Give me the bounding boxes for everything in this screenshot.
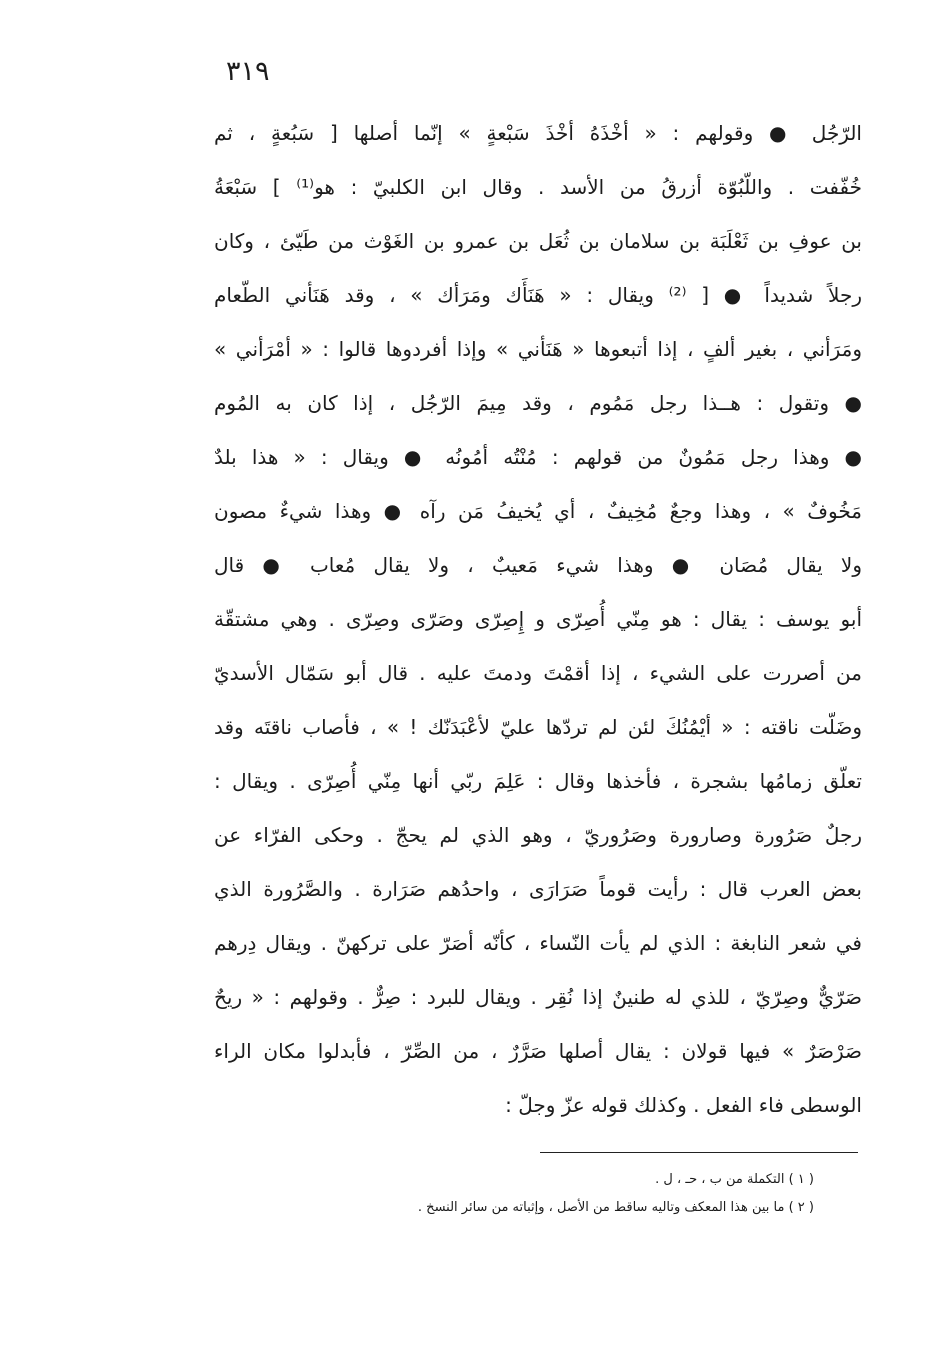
text-line: ● وهذا رجل مَمُونٌ من قولهم : مُنْتُه أمُونُه ● ويقال : « هذا بلدٌ — [214, 445, 862, 469]
body-text — [214, 106, 862, 1132]
text-line: خُفّفت . واللّبُوّة أزرقُ من الأسد . وقال ابن الكلبيّ : هو⁽¹⁾ ] سَبْعَةُ — [214, 175, 862, 199]
text-line: رجلٌ صَرُورة وصارورة وصَرُوريّ ، وهو الذي لم يحجّ . وحكى الفرّاء عن — [214, 823, 862, 847]
text-line: رجلاً شديداً ● [ ⁽²⁾ ويقال : « هَنَأَك ومَرَأك » ، وقد هَنَأني الطّعام — [214, 283, 862, 307]
text-line: مَخُوفٌ » ، وهذا وجعٌ مُخِيفٌ ، أي يُخيفُ مَن رآه ● وهذا شيءٌ مصون — [214, 499, 862, 523]
text-line: صَرّيٌّ وصِرّيّ ، للذي له طنينٌ إذا نُقِر . ويقال للبرد : صِرٌّ . وقولهم : « ريحٌ — [214, 985, 862, 1009]
page-number: ٣١٩ — [226, 56, 270, 87]
text-line: ومَرَأني ، بغير ألفٍ ، إذا أتبعوها « هَنَأني » وإذا أفردوها قالوا : « أمْرَأني » — [214, 337, 862, 361]
text-line: بعض العرب قال : رأيت قوماً صَرَارَى ، واحدُهم صَرَارة . والصَّرُورة الذي — [214, 877, 862, 901]
text-line: وضَلّت ناقته : « أيْمُنُكَ لئن لم تردّها عليّ لأعْبَدَنّك ! » ، فأصاب ناقتَه وقد — [214, 715, 862, 739]
text-line: صَرْصَرٌ » فيها قولان : يقال أصلها صَرَّرٌ ، من الصِّرّ ، فأبدلوا مكان الراء — [214, 1039, 862, 1063]
text-line: ولا يقال مُصَان ● وهذا شيء مَعيبٌ ، ولا يقال مُعاب ● قال — [214, 553, 862, 577]
text-line: في شعر النابغة : الذي لم يأت النّساء ، كأنّه أصَرّ على تركهنّ . ويقال دِرهم — [214, 931, 862, 955]
footnote: ( ١ ) التكملة من ب ، حـ ، ل . — [655, 1172, 814, 1187]
text-line: أبو يوسف : يقال : هو مِنّي أُصِرّى و إِصِرّى وصَرّى وصِرّى . وهي مشتقّة — [214, 607, 862, 631]
text-line: الوسطى فاء الفعل . وكذلك قوله عزّ وجلّ : — [505, 1093, 862, 1117]
footnotes — [214, 1166, 814, 1222]
text-line: بن عوفِ بن ثَعْلَبَة بن سلامان بن ثُعَل بن عمرو بن الغَوْث من طَيّئ ، وكان — [214, 229, 862, 253]
text-line: من أصررت على الشيء ، إذا أقمْتَ ودمتَ عليه . قال أبو سَمّال الأسديّ — [214, 661, 862, 685]
text-line: تعلّق زمامُها بشجرة ، فأخذها وقال : عَلِمَ ربّي أنها مِنّي أُصِرّى . ويقال : — [214, 769, 862, 793]
text-line: ● وتقول : هــذا رجل مَمُوم ، وقد مِيمَ الرّجُل ، إذا كان به المُوم — [214, 391, 862, 415]
footnote-divider — [540, 1152, 858, 1153]
text-line: الرّجُل ● وقولهم : « أخْذَهُ أخْذَ سَبْعةٍ » إنّما أصلها [ سَبُعةٍ ، ثم — [214, 121, 862, 145]
footnote: ( ٢ ) ما بين هذا المعكف وتاليه ساقط من الأصل ، وإثباته من سائر النسخ . — [417, 1200, 814, 1215]
